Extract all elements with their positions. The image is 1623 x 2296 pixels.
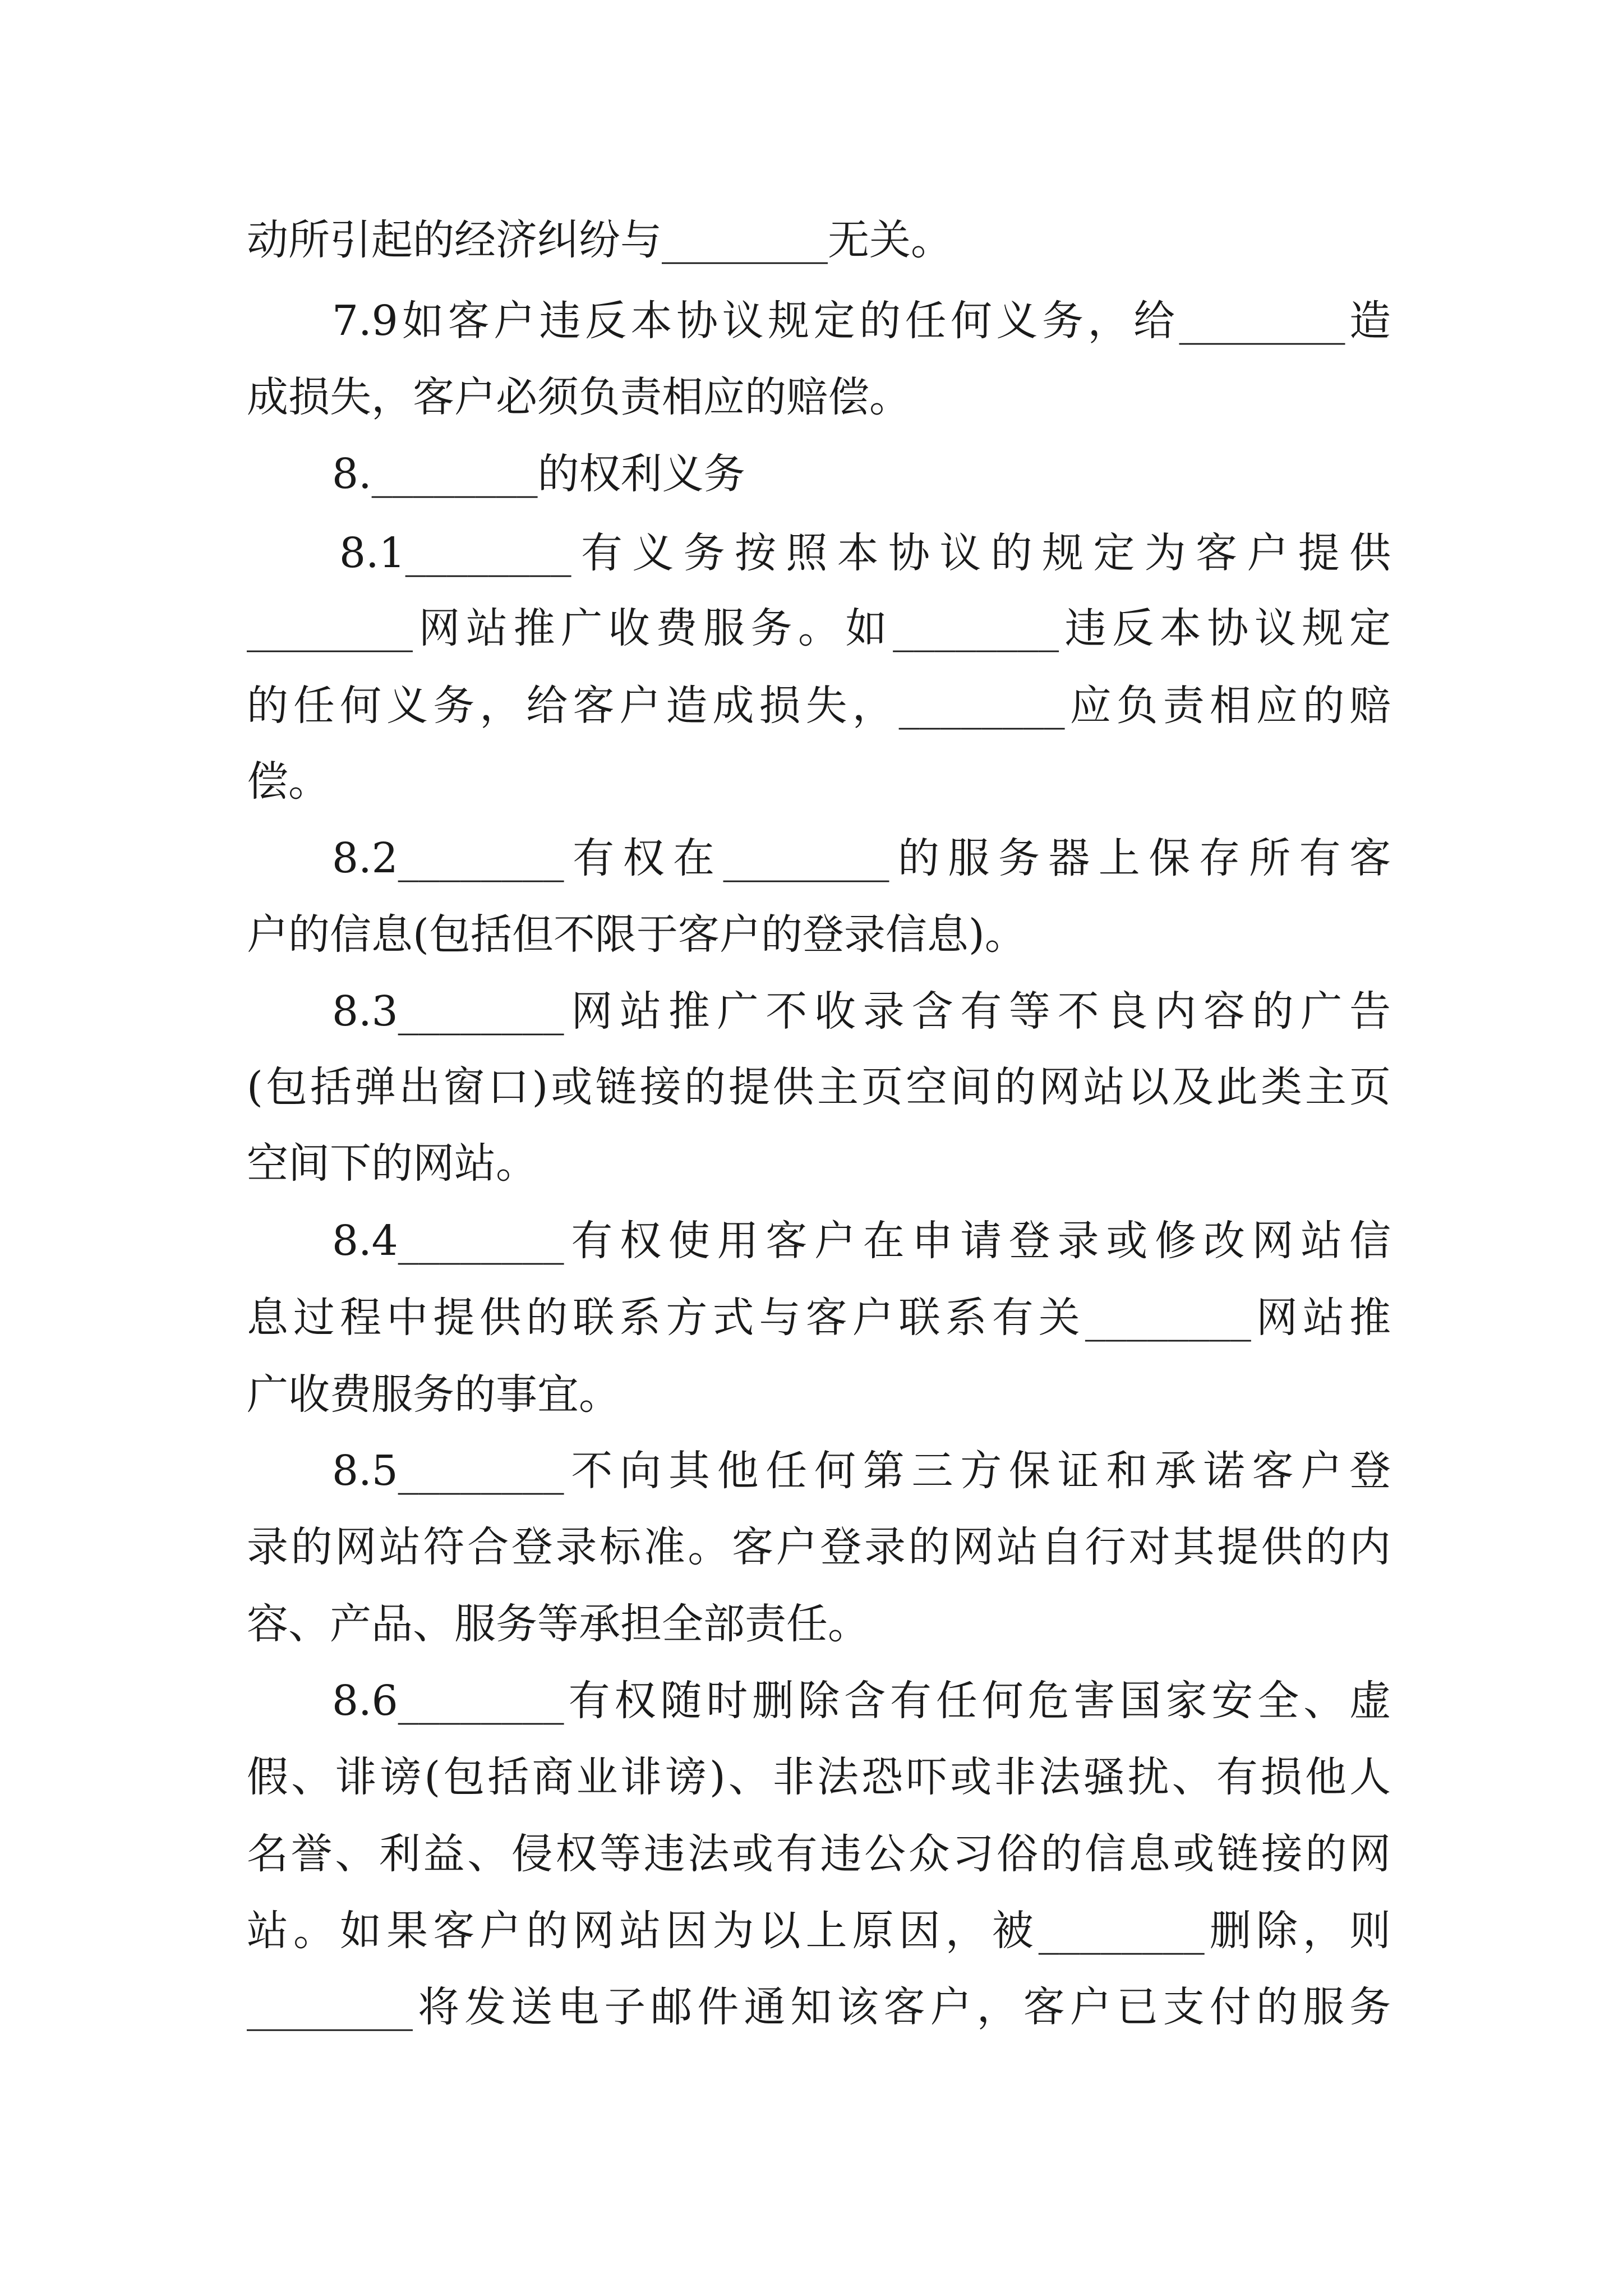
text-line: 户的信息(包括但不限于客户的登录信息)。 [247, 910, 1026, 959]
text-line: 站。如果客户的网站因为以上原因，被________删除，则 [247, 1907, 1391, 1955]
text-line: 名誉、利益、侵权等违法或有违公众习俗的信息或链接的网 [247, 1830, 1391, 1878]
clause-8-1: 8.1________有义务按照本协议的规定为客户提供 [339, 529, 1391, 577]
text-line: 空间下的网站。 [247, 1139, 537, 1188]
clause-8-2: 8.2________有权在________的服务器上保存所有客 [332, 834, 1391, 882]
text-line: 动所引起的经济纠纷与________无关。 [247, 216, 952, 264]
clause-8-5: 8.5________不向其他任何第三方保证和承诺客户登 [332, 1447, 1391, 1495]
text-line: 假、诽谤(包括商业诽谤)、非法恐吓或非法骚扰、有损他人 [247, 1753, 1391, 1801]
text-line: 息过程中提供的联系方式与客户联系有关________网站推 [247, 1294, 1391, 1342]
text-line: 的任何义务，给客户造成损失，________应负责相应的赔 [247, 682, 1391, 730]
clause-8-4: 8.4________有权使用客户在申请登录或修改网站信 [332, 1217, 1391, 1265]
text-line: 容、产品、服务等承担全部责任。 [247, 1600, 869, 1648]
clause-8-6: 8.6________有权随时删除含有任何危害国家安全、虚 [332, 1677, 1391, 1725]
clause-7-9: 7.9如客户违反本协议规定的任何义务，给________造 [332, 297, 1391, 345]
text-line: 录的网站符合登录标准。客户登录的网站自行对其提供的内 [247, 1523, 1391, 1571]
text-line: ________将发送电子邮件通知该客户，客户已支付的服务 [247, 1983, 1391, 2031]
section-8-heading: 8.________的权利义务 [332, 450, 745, 498]
text-line: 偿。 [247, 757, 330, 806]
text-line: 成损失，客户必须负责相应的赔偿。 [247, 373, 911, 421]
text-line: ________网站推广收费服务。如________违反本协议规定 [247, 604, 1391, 652]
text-line: (包括弹出窗口)或链接的提供主页空间的网站以及此类主页 [247, 1063, 1391, 1111]
clause-8-3: 8.3________网站推广不收录含有等不良内容的广告 [332, 987, 1391, 1036]
text-line: 广收费服务的事宜。 [247, 1370, 620, 1419]
